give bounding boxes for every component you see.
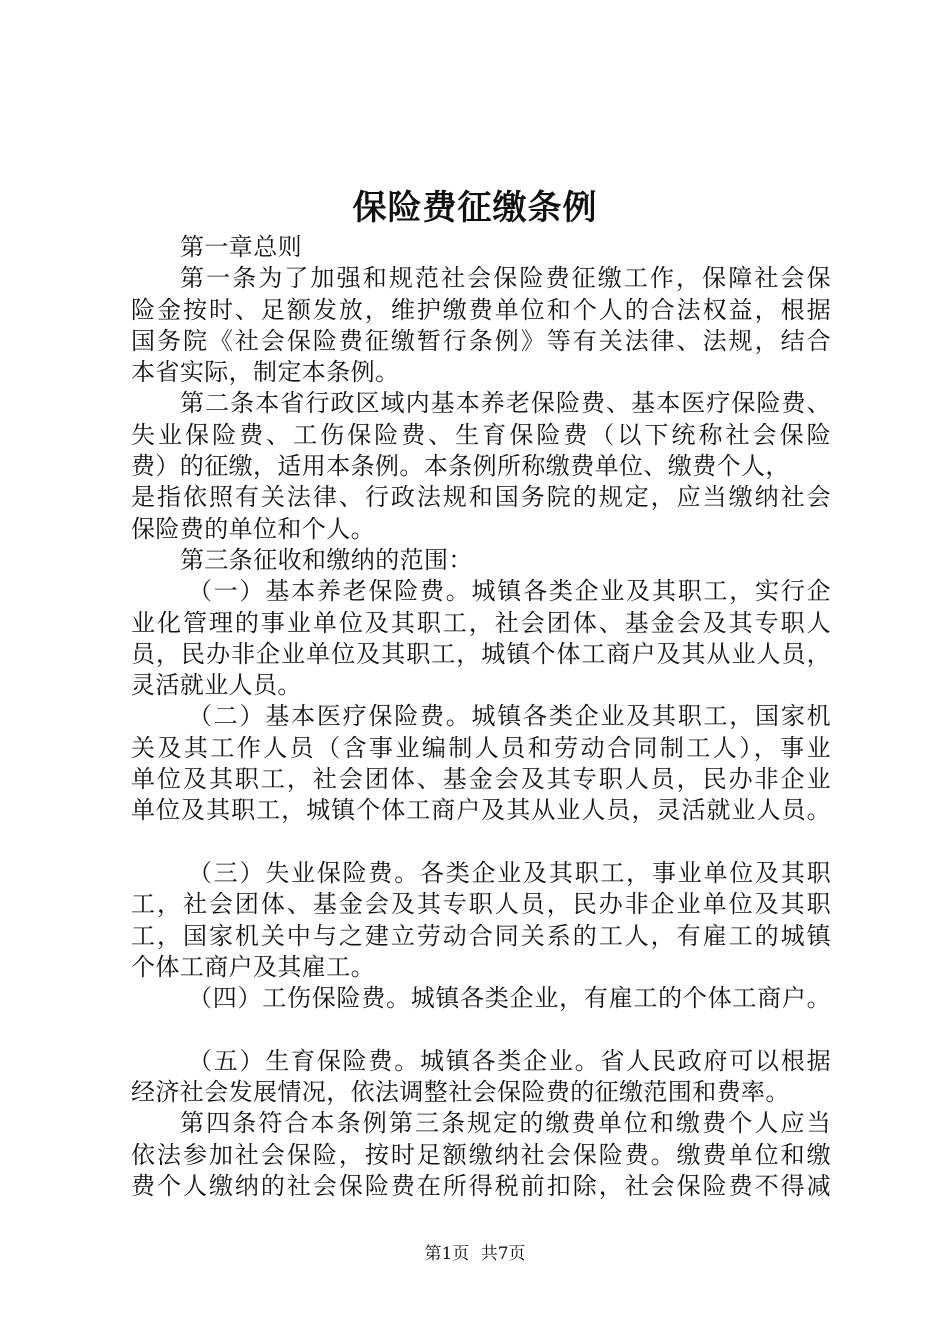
paragraph-line: 依法参加社会保险，按时足额缴纳社会保险费。缴费单位和缴 xyxy=(131,1140,831,1169)
paragraph-line: 员，民办非企业单位及其职工，城镇个体工商户及其从业人员， xyxy=(131,639,831,668)
paragraph-line: 单位及其职工，社会团体、基金会及其专职人员，民办非企业 xyxy=(131,765,831,794)
paragraph-line: 本省实际，制定本条例。 xyxy=(131,358,400,387)
paragraph-line: 工，社会团体、基金会及其专职人员，民办非企业单位及其职 xyxy=(131,890,831,919)
paragraph-line: 失业保险费、工伤保险费、生育保险费（以下统称社会保险 xyxy=(131,420,831,449)
page-total: 共7页 xyxy=(480,1244,526,1264)
paragraph-line: 经济社会发展情况，依法调整社会保险费的征缴范围和费率。 xyxy=(131,1078,790,1107)
chapter-heading: 第一章总则 xyxy=(180,233,302,261)
paragraph-line: 第四条符合本条例第三条规定的缴费单位和缴费个人应当 xyxy=(180,1109,831,1138)
paragraph-line: 关及其工作人员（含事业编制人员和劳动合同制工人），事业 xyxy=(131,733,831,762)
document-body xyxy=(131,232,831,1202)
paragraph-line: （四）工伤保险费。城镇各类企业，有雇工的个体工商户。 xyxy=(188,984,831,1013)
paragraph-line: 灵活就业人员。 xyxy=(131,671,302,700)
paragraph-line: （一）基本养老保险费。城镇各类企业及其职工，实行企 xyxy=(188,577,831,606)
page-number: 第1页 xyxy=(424,1244,470,1264)
paragraph-line: 业化管理的事业单位及其职工，社会团体、基金会及其专职人 xyxy=(131,608,831,637)
paragraph-line: 第一条为了加强和规范社会保险费征缴工作，保障社会保 xyxy=(180,264,831,293)
paragraph-line: 险金按时、足额发放，维护缴费单位和个人的合法权益，根据 xyxy=(131,295,831,324)
paragraph-line: 工，国家机关中与之建立劳动合同关系的工人，有雇工的城镇 xyxy=(131,921,831,950)
paragraph-line: 第三条征收和缴纳的范围： xyxy=(180,545,473,574)
paragraph-line: （三）失业保险费。各类企业及其职工，事业单位及其职 xyxy=(188,858,831,887)
paragraph-line: （五）生育保险费。城镇各类企业。省人民政府可以根据 xyxy=(188,1046,831,1075)
page-title: 保险费征缴条例 xyxy=(352,188,598,228)
paragraph-line: 个体工商户及其雇工。 xyxy=(131,952,375,981)
blank-line xyxy=(131,827,831,858)
page-footer xyxy=(0,1243,950,1265)
paragraph-line: 单位及其职工，城镇个体工商户及其从业人员，灵活就业人员。 xyxy=(131,796,831,825)
blank-line xyxy=(131,1014,831,1045)
paragraph-line: 是指依照有关法律、行政法规和国务院的规定，应当缴纳社会 xyxy=(131,483,831,512)
paragraph-line: 保险费的单位和个人。 xyxy=(131,514,375,543)
paragraph-line: 费）的征缴，适用本条例。本条例所称缴费单位、缴费个人， xyxy=(131,452,790,481)
paragraph-line: 国务院《社会保险费征缴暂行条例》等有关法律、法规，结合 xyxy=(131,326,831,355)
paragraph-line: （二）基本医疗保险费。城镇各类企业及其职工，国家机 xyxy=(188,702,831,731)
paragraph-line: 第二条本省行政区域内基本养老保险费、基本医疗保险费、 xyxy=(180,389,831,418)
paragraph-line: 费个人缴纳的社会保险费在所得税前扣除，社会保险费不得减 xyxy=(131,1171,831,1200)
